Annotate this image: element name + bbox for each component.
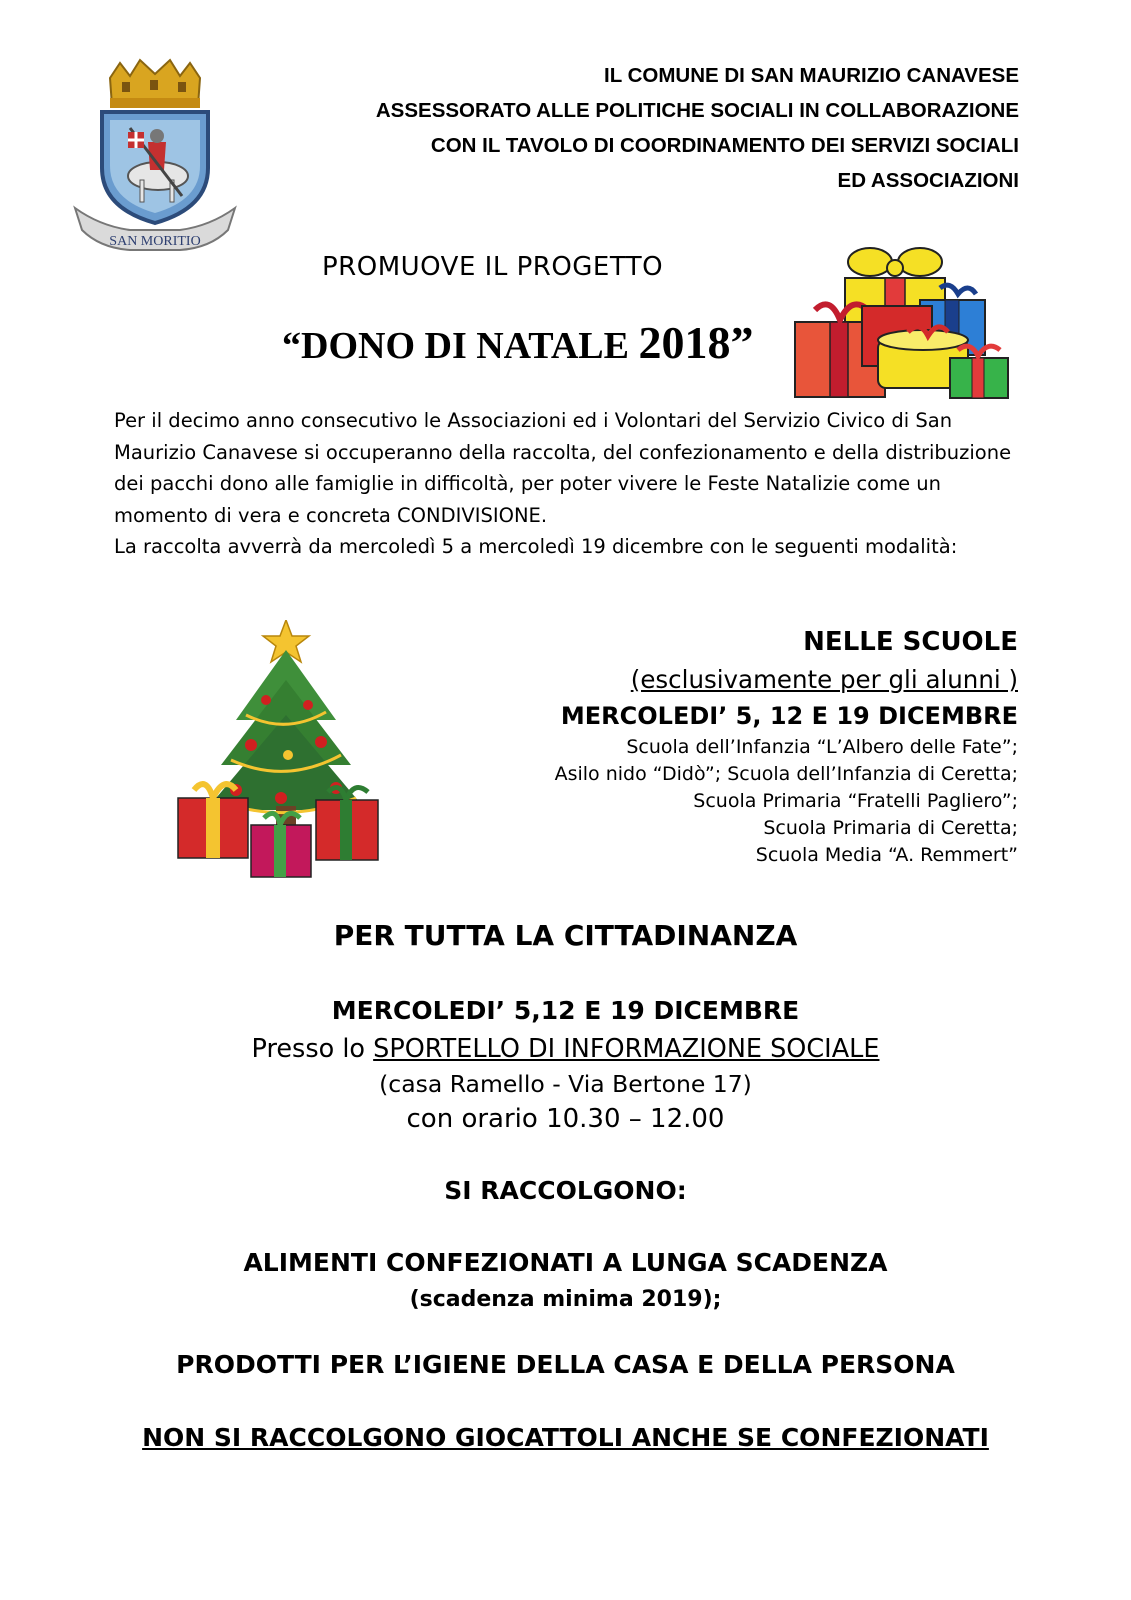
school-item: Scuola dell’Infanzia “L’Albero delle Fate”; xyxy=(626,736,1018,758)
title-year: 2018” xyxy=(638,317,754,368)
gift-boxes-icon xyxy=(790,240,1020,410)
page-title xyxy=(282,316,753,369)
schools-days: MERCOLEDI’ 5, 12 E 19 DICEMBRE xyxy=(560,702,1018,730)
citizens-location xyxy=(0,1034,1131,1064)
school-item: Asilo nido “Didò”; Scuola dell’Infanzia di Ceretta; xyxy=(554,763,1018,785)
header-line-comune: IL COMUNE DI SAN MAURIZIO CANAVESE xyxy=(604,64,1019,87)
title-text: “DONO DI NATALE xyxy=(282,325,639,367)
citizens-days: MERCOLEDI’ 5,12 E 19 DICEMBRE xyxy=(331,996,800,1025)
location-name: SPORTELLO DI INFORMAZIONE SOCIALE xyxy=(373,1034,880,1064)
schools-subheading: (esclusivamente per gli alunni ) xyxy=(630,665,1018,694)
citizens-heading: PER TUTTA LA CITTADINANZA xyxy=(333,919,798,952)
svg-text:SAN MORITIO: SAN MORITIO xyxy=(109,234,201,249)
school-item: Scuola Primaria di Ceretta; xyxy=(763,817,1018,839)
intro-text xyxy=(114,405,1014,563)
collected-item-hygiene: PRODOTTI PER L’IGIENE DELLA CASA E DELLA PERSONA xyxy=(176,1350,955,1379)
header-line-assessorato: ASSESSORATO ALLE POLITICHE SOCIALI IN COLLABORAZIONE xyxy=(375,99,1019,122)
intro-paragraph: La raccolta avverrà da mercoledì 5 a mercoledì 19 dicembre con le seguenti modalità: xyxy=(114,535,958,558)
exclusion-notice: NON SI RACCOLGONO GIOCATTOLI ANCHE SE CONFEZIONATI xyxy=(142,1423,989,1452)
christmas-tree-icon xyxy=(176,620,386,882)
header-line-tavolo: CON IL TAVOLO DI COORDINAMENTO DEI SERVIZI SOCIALI xyxy=(430,134,1019,157)
school-item: Scuola Media “A. Remmert” xyxy=(755,844,1018,866)
header-line-associazioni: ED ASSOCIAZIONI xyxy=(837,169,1019,192)
collected-heading: SI RACCOLGONO: xyxy=(444,1176,687,1205)
school-item: Scuola Primaria “Fratelli Pagliero”; xyxy=(693,790,1018,812)
collected-item-food-note: (scadenza minima 2019); xyxy=(409,1287,722,1312)
collected-item-food: ALIMENTI CONFEZIONATI A LUNGA SCADENZA xyxy=(243,1248,888,1277)
promo-label: PROMUOVE IL PROGETTO xyxy=(322,252,664,282)
header-block xyxy=(199,58,1019,198)
intro-paragraph: Per il decimo anno consecutivo le Associazioni ed i Volontari del Servizio Civico di San Maurizio Canavese si occuperanno della raccolta, del confezionamento e della distribuzione dei pacchi dono alle famiglie in difficoltà, per poter vivere le Feste Natalizie come un momento di vera e concreta CONDIVISIONE. xyxy=(114,409,1012,527)
location-prefix: Presso lo xyxy=(251,1034,374,1064)
schools-heading: NELLE SCUOLE xyxy=(803,627,1018,657)
schools-section xyxy=(418,622,1018,869)
citizens-address: (casa Ramello - Via Bertone 17) xyxy=(379,1070,752,1098)
citizens-hours: con orario 10.30 – 12.00 xyxy=(406,1104,725,1134)
